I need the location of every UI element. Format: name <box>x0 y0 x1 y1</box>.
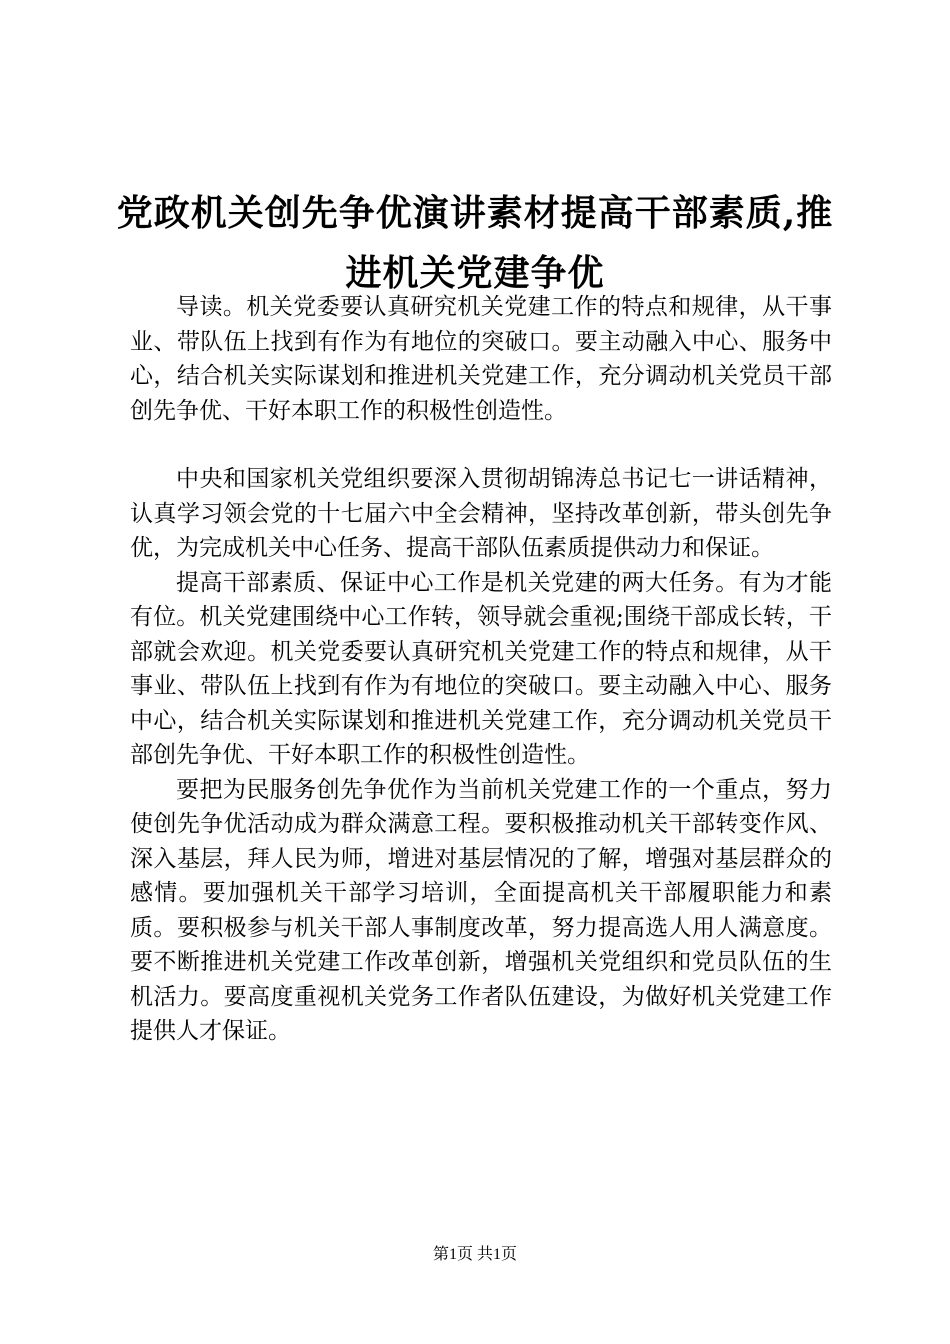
body-paragraph-1: 中央和国家机关党组织要深入贯彻胡锦涛总书记七一讲话精神，认真学习领会党的十七届六中全会精神，坚持改革创新，带头创先争优，为完成机关中心任务、提高干部队伍素质提供动力和保证。 <box>130 466 832 561</box>
page-footer: 第1页 共1页 <box>432 1246 517 1263</box>
document-title: 党政机关创先争优演讲素材提高干部素质,推进机关党建争优 <box>116 192 834 294</box>
lead-paragraph: 导读。机关党委要认真研究机关党建工作的特点和规律，从干事业、带队伍上找到有作为有地位的突破口。要主动融入中心、服务中心，结合机关实际谋划和推进机关党建工作，充分调动机关党员干部创先争优、干好本职工作的积极性创造性。 <box>130 294 832 424</box>
body-paragraph-2: 提高干部素质、保证中心工作是机关党建的两大任务。有为才能有位。机关党建围绕中心工作转，领导就会重视;围绕干部成长转，干部就会欢迎。机关党委要认真研究机关党建工作的特点和规律，从干事业、带队伍上找到有作为有地位的突破口。要主动融入中心、服务中心，结合机关实际谋划和推进机关党建工作，充分调动机关党员干部创先争优、干好本职工作的积极性创造性。 <box>130 569 832 768</box>
body-paragraph-3: 要把为民服务创先争优作为当前机关党建工作的一个重点，努力使创先争优活动成为群众满意工程。要积极推动机关干部转变作风、深入基层，拜人民为师，增进对基层情况的了解，增强对基层群众的感情。要加强机关干部学习培训，全面提高机关干部履职能力和素质。要积极参与机关干部人事制度改革，努力提高选人用人满意度。要不断推进机关党建工作改革创新，增强机关党组织和党员队伍的生机活力。要高度重视机关党务工作者队伍建设，为做好机关党建工作提供人才保证。 <box>130 776 832 1044</box>
document-body <box>130 290 832 1049</box>
